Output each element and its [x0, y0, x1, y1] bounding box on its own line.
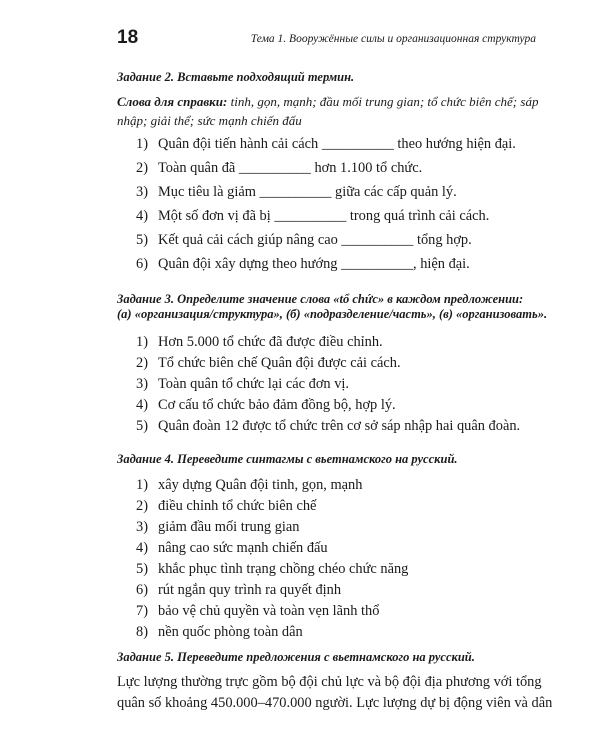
item-number: 7): [136, 603, 148, 619]
item-number: 5): [136, 561, 148, 577]
item-number: 6): [136, 256, 148, 272]
task3-item-2: [136, 355, 401, 372]
task2-item-4: [136, 208, 489, 225]
task3-item-1: [136, 334, 383, 351]
item-text: giảm đầu mối trung gian: [158, 519, 300, 535]
task4-heading: Задание 4. Переведите синтагмы с вьетнамского на русский.: [117, 452, 458, 466]
item-number: 2): [136, 498, 148, 514]
item-text: rút ngắn quy trình ra quyết định: [158, 582, 342, 598]
item-text: Tổ chức biên chế Quân đội được cải cách.: [158, 355, 401, 371]
item-text: Hơn 5.000 tổ chức đã được điều chỉnh.: [158, 334, 383, 350]
item-number: 8): [136, 624, 148, 640]
item-text: xây dựng Quân đội tinh, gọn, mạnh: [158, 477, 363, 493]
item-text: Một số đơn vị đã bị __________ trong quá trình cải cách.: [158, 208, 490, 224]
task3-item-4: [136, 397, 396, 414]
item-number: 1): [136, 477, 148, 493]
item-number: 2): [136, 160, 148, 176]
task4-item-3: [136, 519, 299, 536]
item-number: 3): [136, 184, 148, 200]
item-number: 1): [136, 136, 148, 152]
item-number: 6): [136, 582, 148, 598]
item-number: 4): [136, 397, 148, 413]
task4-item-8: [136, 624, 303, 641]
task2-item-2: [136, 160, 422, 177]
task4-item-2: [136, 498, 316, 515]
task5-heading: Задание 5. Переведите предложения с вьетнамского на русский.: [117, 650, 475, 664]
task3-heading: [117, 292, 547, 322]
item-number: 5): [136, 232, 148, 248]
item-text: Mục tiêu là giảm __________ giữa các cấp quản lý.: [158, 184, 457, 200]
task2-item-6: [136, 256, 470, 273]
item-number: 3): [136, 376, 148, 392]
task3-heading-line2: (а) «организация/структура», (б) «подразделение/часть», (в) «организовать».: [117, 307, 548, 321]
task2-item-3: [136, 184, 457, 201]
item-number: 2): [136, 355, 148, 371]
task5-paragraph-line1: Lực lượng thường trực gồm bộ đội chủ lực và bộ đội địa phương với tổng: [117, 674, 542, 690]
task2-word-bank: [117, 92, 537, 130]
item-text: Quân đội xây dựng theo hướng __________, hiện đại.: [158, 256, 470, 272]
item-number: 4): [136, 540, 148, 556]
page-number: 18: [117, 27, 139, 48]
item-number: 5): [136, 418, 148, 434]
item-text: Toàn quân đã __________ hơn 1.100 tổ chức.: [158, 160, 423, 176]
item-text: khắc phục tình trạng chồng chéo chức năng: [158, 561, 409, 577]
item-number: 4): [136, 208, 148, 224]
task3-item-5: [136, 418, 520, 435]
task4-item-1: [136, 477, 362, 494]
word-bank-words-line2: nhập; giải thể; sức mạnh chiến đấu: [117, 113, 302, 128]
item-text: nâng cao sức mạnh chiến đấu: [158, 540, 328, 556]
task2-item-5: [136, 232, 472, 249]
item-text: Kết quả cải cách giúp nâng cao __________ tổng hợp.: [158, 232, 472, 248]
item-number: 1): [136, 334, 148, 350]
item-text: nền quốc phòng toàn dân: [158, 624, 303, 640]
running-header: Тема 1. Вооружённые силы и организационная структура: [250, 33, 536, 45]
task4-item-5: [136, 561, 408, 578]
task5-paragraph-line2: quân số khoảng 450.000–470.000 người. Lực lượng dự bị động viên và dân: [117, 695, 553, 711]
task4-item-6: [136, 582, 341, 599]
item-text: bảo vệ chủ quyền và toàn vẹn lãnh thổ: [158, 603, 380, 619]
item-number: 3): [136, 519, 148, 535]
task3-heading-line1: Задание 3. Определите значение слова «tổ chức» в каждом предложении:: [117, 292, 524, 306]
task4-item-7: [136, 603, 379, 620]
word-bank-words-line1: tinh, gọn, mạnh; đầu mối trung gian; tổ chức biên chế; sáp: [230, 94, 539, 109]
item-text: điều chỉnh tổ chức biên chế: [158, 498, 317, 514]
task2-heading: Задание 2. Вставьте подходящий термин.: [117, 70, 355, 84]
item-text: Quân đội tiến hành cải cách __________ theo hướng hiện đại.: [158, 136, 516, 152]
word-bank-label: Слова для справки:: [117, 94, 228, 109]
item-text: Toàn quân tổ chức lại các đơn vị.: [158, 376, 350, 392]
item-text: Quân đoàn 12 được tổ chức trên cơ sở sáp nhập hai quân đoàn.: [158, 418, 521, 434]
task4-item-4: [136, 540, 328, 557]
task5-paragraph: [117, 672, 553, 714]
task3-item-3: [136, 376, 349, 393]
item-text: Cơ cấu tổ chức bảo đảm đồng bộ, hợp lý.: [158, 397, 396, 413]
task2-item-1: [136, 136, 516, 153]
